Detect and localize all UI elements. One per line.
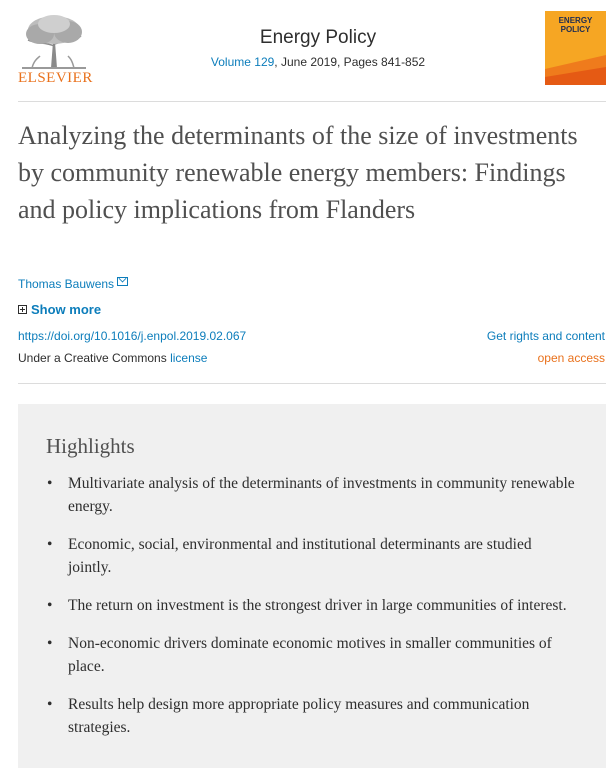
- bullet-icon: •: [47, 597, 53, 614]
- open-access-badge: open access: [537, 351, 605, 365]
- author-link[interactable]: [18, 277, 128, 291]
- issue-info: [120, 55, 516, 69]
- cover-title-line-1: ENERGY: [558, 16, 593, 25]
- bullet-icon: •: [47, 635, 53, 652]
- highlight-item: [18, 594, 578, 617]
- highlight-item: [18, 472, 578, 518]
- elsevier-tree-icon: [18, 12, 90, 72]
- doi-link[interactable]: https://doi.org/10.1016/j.enpol.2019.02.067: [18, 329, 247, 343]
- highlight-text: Non-economic drivers dominate economic motives in smaller communities of place.: [68, 635, 552, 675]
- license-prefix: Under a Creative Commons: [18, 351, 171, 365]
- meta-divider: [18, 383, 606, 384]
- highlights-section: [18, 404, 606, 768]
- article-header: [0, 0, 606, 100]
- rights-link[interactable]: Get rights and content: [486, 329, 605, 343]
- journal-info: [120, 27, 516, 69]
- journal-title[interactable]: Energy Policy: [259, 27, 377, 48]
- volume-link[interactable]: Volume 129: [210, 55, 275, 69]
- highlight-text: Results help design more appropriate policy measures and communication strategies.: [68, 696, 530, 736]
- elsevier-wordmark: ELSEVIER: [18, 70, 93, 86]
- highlight-item: [18, 693, 578, 739]
- show-more-button[interactable]: [18, 302, 101, 317]
- article-title: Analyzing the determinants of the size of investments by community renewable energy members: Findings and policy implications from Flanders: [18, 121, 578, 224]
- header-divider: [18, 101, 606, 102]
- highlight-text: Economic, social, environmental and institutional determinants are studied jointly.: [68, 536, 532, 576]
- journal-cover-thumbnail[interactable]: [545, 11, 606, 85]
- bullet-icon: •: [47, 696, 53, 713]
- highlight-item: [18, 533, 578, 579]
- highlights-heading: Highlights: [46, 434, 135, 458]
- mail-icon[interactable]: [117, 277, 128, 286]
- highlight-item: [18, 632, 578, 678]
- bullet-icon: •: [47, 475, 53, 492]
- license-statement: [18, 351, 207, 365]
- show-more-label: Show more: [31, 302, 102, 317]
- issue-details: , June 2019, Pages 841-852: [274, 55, 426, 69]
- highlight-text: Multivariate analysis of the determinants of investments in community renewable energy.: [68, 475, 575, 515]
- cover-title-line-2: POLICY: [560, 25, 591, 34]
- author-name[interactable]: Thomas Bauwens: [18, 277, 115, 291]
- bullet-icon: •: [47, 536, 53, 553]
- elsevier-logo[interactable]: [18, 12, 93, 86]
- license-link[interactable]: license: [170, 351, 208, 365]
- highlights-list: [18, 472, 578, 754]
- cover-title: [545, 16, 606, 34]
- highlight-text: The return on investment is the strongest driver in large communities of interest.: [68, 597, 567, 614]
- plus-box-icon: [18, 305, 27, 314]
